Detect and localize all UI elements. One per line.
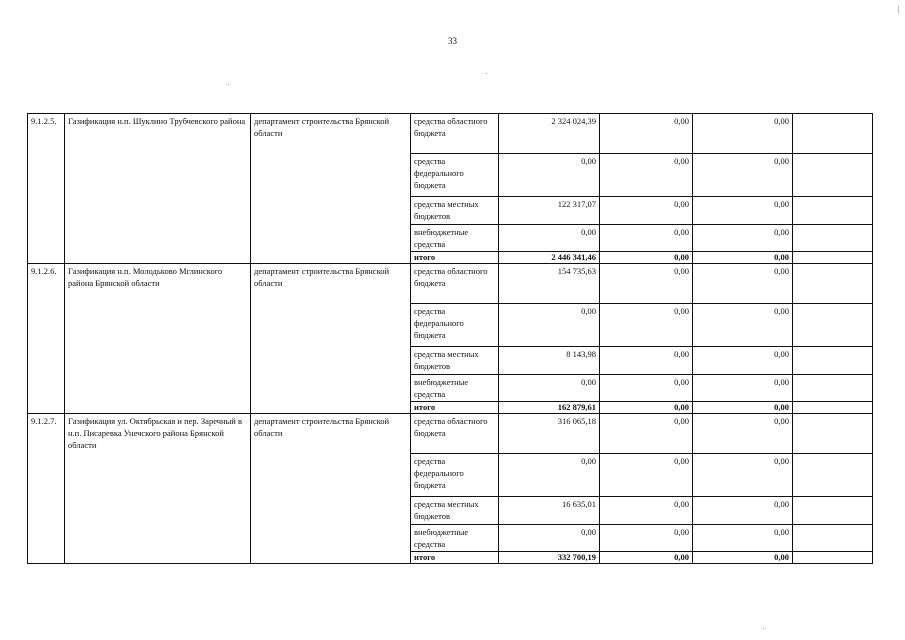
empty-cell	[793, 497, 873, 525]
value-cell: 0,00	[499, 225, 600, 252]
total-value-cell: 0,00	[600, 552, 693, 564]
value-cell: 0,00	[693, 114, 793, 154]
value-cell: 16 635,01	[499, 497, 600, 525]
value-cell: 0,00	[693, 525, 793, 552]
project-code: 9.1.2.5.	[28, 114, 65, 264]
value-cell: 0,00	[600, 264, 693, 304]
funding-source: средства федерального бюджета	[411, 304, 499, 347]
value-cell: 0,00	[600, 114, 693, 154]
value-cell: 0,00	[600, 304, 693, 347]
value-cell: 0,00	[693, 264, 793, 304]
empty-cell	[793, 375, 873, 402]
project-name: Газификация н.п. Молодьково Мглинского района Брянской области	[65, 264, 251, 414]
total-value-cell: 0,00	[693, 252, 793, 264]
funding-source-total: итого	[411, 552, 499, 564]
value-cell: 0,00	[693, 154, 793, 197]
value-cell: 0,00	[600, 225, 693, 252]
total-value-cell: 162 879,61	[499, 402, 600, 414]
value-cell: 0,00	[499, 304, 600, 347]
total-value-cell: 0,00	[693, 552, 793, 564]
value-cell: 154 735,63	[499, 264, 600, 304]
value-cell: 0,00	[693, 497, 793, 525]
funding-source: средства местных бюджетов	[411, 347, 499, 375]
value-cell: 0,00	[600, 197, 693, 225]
value-cell: 0,00	[693, 304, 793, 347]
funding-source: внебюджетные средства	[411, 375, 499, 402]
value-cell: 0,00	[499, 375, 600, 402]
empty-cell	[793, 197, 873, 225]
value-cell: 0,00	[693, 225, 793, 252]
total-value-cell: 0,00	[693, 402, 793, 414]
funding-source: средства областного бюджета	[411, 264, 499, 304]
project-code: 9.1.2.7.	[28, 414, 65, 564]
empty-cell	[793, 347, 873, 375]
project-executor: департамент строительства Брянской области	[251, 264, 411, 414]
empty-cell	[793, 225, 873, 252]
value-cell: 122 317,07	[499, 197, 600, 225]
empty-cell	[793, 525, 873, 552]
funding-source-total: итого	[411, 252, 499, 264]
value-cell: 2 324 024,39	[499, 114, 600, 154]
value-cell: 0,00	[600, 375, 693, 402]
scan-speck	[486, 73, 487, 74]
funding-source: внебюджетные средства	[411, 525, 499, 552]
project-name: Газификация н.п. Шуклино Трубчевского района	[65, 114, 251, 264]
value-cell: 0,00	[693, 414, 793, 454]
value-cell: 8 143,98	[499, 347, 600, 375]
funding-source-total: итого	[411, 402, 499, 414]
empty-cell	[793, 114, 873, 154]
empty-cell	[793, 402, 873, 414]
total-value-cell: 2 446 341,46	[499, 252, 600, 264]
table-row	[28, 114, 873, 154]
total-value-cell: 0,00	[600, 252, 693, 264]
project-name: Газификация ул. Октябрьская и пер. Заречный в н.п. Писаревка Унечского района Брянской области	[65, 414, 251, 564]
empty-cell	[793, 252, 873, 264]
funding-source: средства местных бюджетов	[411, 497, 499, 525]
funding-source: средства местных бюджетов	[411, 197, 499, 225]
value-cell: 0,00	[499, 454, 600, 497]
page-number: 33	[448, 36, 457, 46]
empty-cell	[793, 154, 873, 197]
project-executor: департамент строительства Брянской области	[251, 414, 411, 564]
total-value-cell: 0,00	[600, 402, 693, 414]
value-cell: 0,00	[600, 497, 693, 525]
empty-cell	[793, 414, 873, 454]
value-cell: 0,00	[600, 414, 693, 454]
value-cell: 0,00	[600, 347, 693, 375]
budget-table	[27, 113, 873, 564]
funding-source: средства областного бюджета	[411, 414, 499, 454]
value-cell: 0,00	[600, 454, 693, 497]
value-cell: 0,00	[693, 347, 793, 375]
empty-cell	[793, 264, 873, 304]
project-code: 9.1.2.6.	[28, 264, 65, 414]
funding-source: средства федерального бюджета	[411, 454, 499, 497]
value-cell: 0,00	[693, 197, 793, 225]
value-cell: 0,00	[600, 525, 693, 552]
table-row	[28, 264, 873, 304]
scan-speck	[228, 84, 229, 85]
scan-speck	[763, 628, 764, 629]
value-cell: 0,00	[600, 154, 693, 197]
empty-cell	[793, 454, 873, 497]
value-cell: 0,00	[693, 375, 793, 402]
value-cell: 0,00	[499, 525, 600, 552]
value-cell: 0,00	[499, 154, 600, 197]
scan-edge-mark	[898, 6, 899, 14]
empty-cell	[793, 552, 873, 564]
total-value-cell: 332 700,19	[499, 552, 600, 564]
funding-source: средства областного бюджета	[411, 114, 499, 154]
table-row	[28, 414, 873, 454]
funding-source: средства федерального бюджета	[411, 154, 499, 197]
funding-source: внебюджетные средства	[411, 225, 499, 252]
project-executor: департамент строительства Брянской области	[251, 114, 411, 264]
value-cell: 316 065,18	[499, 414, 600, 454]
empty-cell	[793, 304, 873, 347]
value-cell: 0,00	[693, 454, 793, 497]
